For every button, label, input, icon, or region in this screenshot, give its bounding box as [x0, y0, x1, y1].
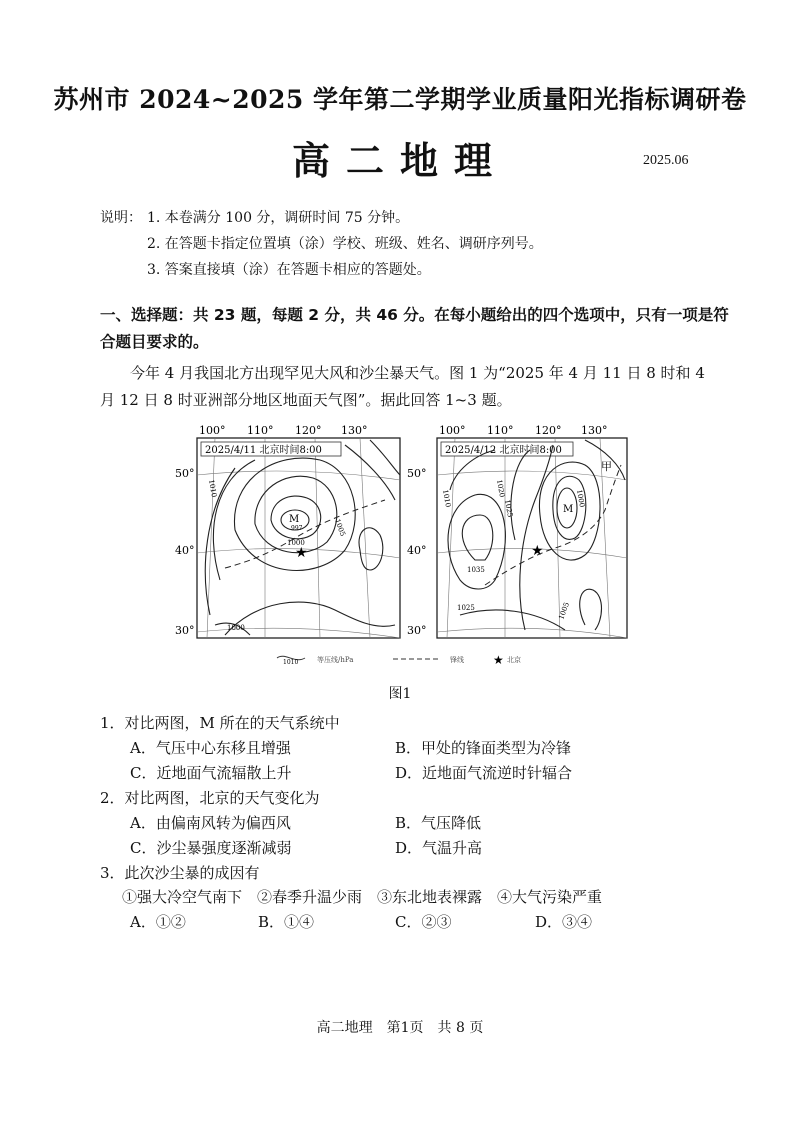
front-line	[485, 465, 621, 585]
map-1	[175, 424, 400, 638]
map-date-label: 2025/4/11 北京时间8:00	[205, 445, 322, 456]
lat-label: 40°	[407, 544, 427, 557]
isobar-label: 1005	[557, 601, 571, 621]
beijing-star-icon: ★	[531, 543, 544, 559]
option[interactable]: B．①④	[258, 913, 315, 931]
question-stem: 1．对比两图，M 所在的天气系统中	[100, 714, 340, 732]
legend-beijing-text: 北京	[507, 656, 521, 664]
lon-label: 110°	[487, 424, 514, 437]
isobars	[448, 440, 625, 630]
legend-front-text: 锋线	[450, 656, 464, 664]
section-heading-cont: 合题目要求的。	[100, 333, 209, 351]
map-legend	[277, 653, 521, 667]
isobar-label: 1010	[441, 488, 453, 508]
legend-star-icon: ★	[493, 653, 504, 667]
isobar-label: 1000	[575, 488, 587, 508]
question-stem: 2．对比两图，北京的天气变化为	[100, 789, 320, 807]
option[interactable]: C．近地面气流辐散上升	[130, 764, 292, 782]
lon-label: 100°	[199, 424, 226, 437]
map-2	[407, 424, 627, 638]
option[interactable]: C．沙尘暴强度逐渐减弱	[130, 839, 292, 857]
lon-label: 120°	[535, 424, 562, 437]
legend-isobar-text: 等压线/hPa	[317, 656, 354, 664]
weather-maps-svg	[175, 420, 615, 680]
option[interactable]: B．气压降低	[395, 814, 482, 832]
beijing-star-icon: ★	[295, 545, 308, 561]
page-footer: 高二地理 第1页 共 8 页	[316, 1020, 484, 1036]
isobar-label: 1000	[287, 539, 305, 547]
passage-line: 今年 4 月我国北方出现罕见大风和沙尘暴天气。图 1 为“2025 年 4 月 11 日 8 时和 4	[130, 364, 705, 382]
isobar-label: 1005	[333, 517, 347, 538]
lon-label: 110°	[247, 424, 274, 437]
lat-label: 30°	[175, 624, 195, 637]
isobars	[205, 440, 400, 635]
section-heading: 一、选择题：共 23 题，每题 2 分，共 46 分。在每小题给出的四个选项中，只有一项是符	[100, 306, 729, 324]
option[interactable]: A．由偏南风转为偏西风	[130, 814, 291, 832]
isobar-label: 1000	[227, 624, 245, 632]
map-frame	[197, 438, 400, 638]
option[interactable]: D．气温升高	[395, 839, 483, 857]
instructions-label: 说明：	[100, 210, 142, 226]
lon-label: 130°	[581, 424, 608, 437]
legend-isobar-sample: 1010	[283, 659, 299, 666]
lat-label: 50°	[175, 467, 195, 480]
isobar-label: 1025	[503, 498, 515, 518]
option[interactable]: D．③④	[535, 913, 593, 931]
lat-label: 40°	[175, 544, 195, 557]
subject-title: 高二地理	[291, 138, 508, 183]
pressure-center-label: M	[289, 514, 300, 525]
passage-line: 月 12 日 8 时亚洲部分地区地面天气图”。据此回答 1~3 题。	[100, 391, 512, 409]
instruction-item: 1. 本卷满分 100 分，调研时间 75 分钟。	[147, 210, 410, 226]
isobar-label: 1010	[207, 478, 219, 498]
lat-label: 50°	[407, 467, 427, 480]
option[interactable]: A．气压中心东移且增强	[130, 739, 291, 757]
exam-date: 2025.06	[643, 153, 689, 168]
lon-label: 120°	[295, 424, 322, 437]
isobar-label: 1025	[457, 604, 475, 612]
lon-label: 130°	[341, 424, 368, 437]
pressure-center-value: 997	[291, 525, 303, 532]
figure-1	[175, 420, 615, 680]
exam-title: 苏州市 2024~2025 学年第二学期学业质量阳光指标调研卷	[53, 85, 747, 114]
option[interactable]: B．甲处的锋面类型为冷锋	[395, 739, 572, 757]
option[interactable]: A．①②	[130, 913, 186, 931]
option[interactable]: D．近地面气流逆时针辐合	[395, 764, 573, 782]
lon-label: 100°	[439, 424, 466, 437]
isobar-label: 1035	[467, 566, 485, 574]
option[interactable]: C．②③	[395, 913, 452, 931]
isobar-label: 1020	[495, 478, 507, 498]
jia-label: 甲	[601, 460, 612, 473]
figure-caption: 图1	[388, 686, 412, 702]
map-date-label: 2025/4/12 北京时间8:00	[445, 445, 562, 456]
question-factors: ①强大冷空气南下 ②春季升温少雨 ③东北地表裸露 ④大气污染严重	[122, 888, 603, 906]
pressure-center-label: M	[563, 504, 574, 515]
lat-label: 30°	[407, 624, 427, 637]
instruction-item: 2. 在答题卡指定位置填（涂）学校、班级、姓名、调研序列号。	[147, 236, 543, 252]
instruction-item: 3. 答案直接填（涂）在答题卡相应的答题处。	[147, 262, 431, 278]
question-stem: 3．此次沙尘暴的成因有	[100, 864, 260, 882]
